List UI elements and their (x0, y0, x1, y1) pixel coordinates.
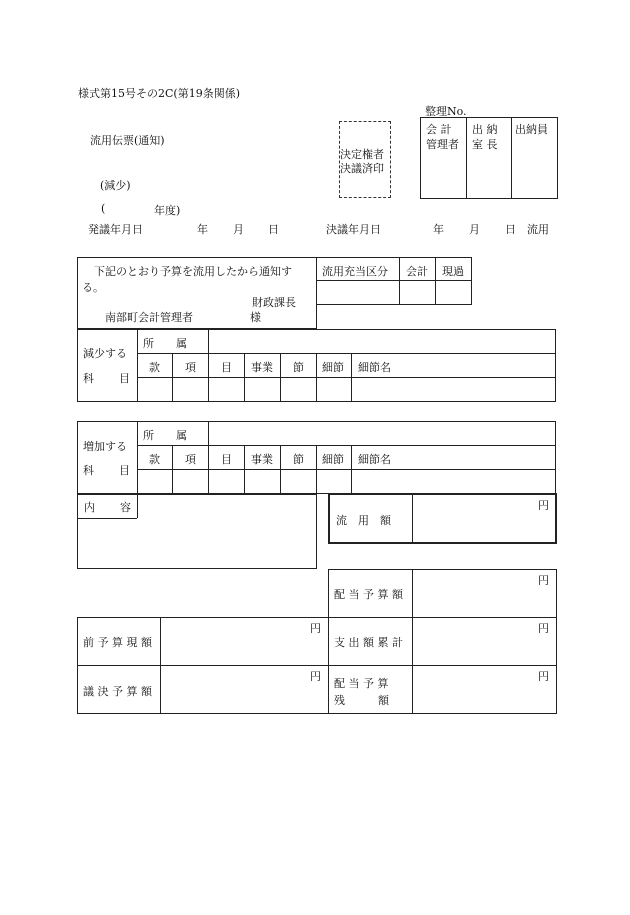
allocated-remaining-yen: 円 (538, 670, 549, 683)
allocated-remaining-line2: 残 額 (334, 694, 389, 707)
notice-text-line1: 下記のとおり予算を流用したから通知す (94, 265, 292, 278)
transfer-amount-yen: 円 (538, 499, 549, 512)
resolved-budget-yen: 円 (310, 670, 321, 683)
fiscal-year-open: ( (101, 202, 106, 215)
increase-affiliation: 所 属 (143, 429, 187, 442)
approval-accounting-line1: 会 計 (426, 123, 452, 136)
allocated-remaining-line1: 配 当 予 算 (334, 677, 389, 690)
decision-stamp-box (339, 121, 391, 198)
previous-budget-yen: 円 (310, 622, 321, 635)
decrease-col-saisetsu-name: 細節名 (358, 361, 391, 374)
issue-day: 日 (268, 223, 279, 236)
resolved-budget-label: 議 決 予 算 額 (83, 685, 152, 698)
decision-stamp-line1: 決定権者 (340, 148, 384, 161)
increase-col-saisetsu: 細節 (322, 453, 344, 466)
notice-text-line2: る。 (82, 281, 104, 294)
decision-day: 日 (505, 223, 516, 236)
decision-year: 年 (433, 223, 444, 236)
decrease-col-jigyo: 事業 (251, 361, 273, 374)
previous-budget-label: 前 予 算 現 額 (83, 636, 152, 649)
increase-col-jigyo: 事業 (251, 453, 273, 466)
allocated-budget-label: 配 当 予 算 額 (334, 588, 403, 601)
current-past-header: 現過 (442, 265, 464, 278)
increase-label-line1: 増加する (83, 440, 127, 453)
decision-date-label: 決議年月日 (326, 223, 381, 236)
increase-col-kou: 項 (185, 453, 196, 466)
approval-cashier-line1: 出 納 (472, 123, 498, 136)
increase-col-moku: 目 (221, 453, 232, 466)
transfer-amount-label: 流 用 額 (336, 514, 391, 527)
increase-col-kan: 款 (149, 453, 160, 466)
issue-month: 月 (233, 223, 244, 236)
decision-month: 月 (469, 223, 480, 236)
decrease-col-kou: 項 (185, 361, 196, 374)
expenditure-total-label: 支 出 額 累 計 (334, 636, 403, 649)
decrease-label-line1: 減少する (83, 347, 127, 360)
issue-year: 年 (197, 223, 208, 236)
account-header: 会計 (406, 265, 428, 278)
transfer-label: 流用 (527, 223, 549, 236)
category-header: 流用充当区分 (322, 265, 388, 278)
approval-cashier-line2: 室 長 (472, 138, 498, 151)
notice-recipient: 財政課長 (252, 296, 296, 309)
increase-col-setsu: 節 (293, 453, 304, 466)
decision-stamp-line2: 決議済印 (340, 162, 384, 175)
decrease-col-kan: 款 (149, 361, 160, 374)
notice-honorific: 様 (250, 311, 261, 324)
form-subtitle: (減少) (100, 179, 131, 192)
approval-accounting-line2: 管理者 (426, 138, 459, 151)
approval-cashier-staff: 出納員 (515, 123, 548, 136)
form-number: 様式第15号その2C(第19条関係) (78, 87, 240, 100)
content-label: 内 容 (84, 501, 138, 514)
decrease-col-saisetsu: 細節 (322, 361, 344, 374)
decrease-label-line2: 科 目 (83, 372, 137, 385)
seiri-no-label: 整理No. (425, 105, 467, 118)
notice-sender: 南部町会計管理者 (105, 311, 193, 324)
expenditure-total-yen: 円 (538, 622, 549, 635)
increase-label-line2: 科 目 (83, 464, 137, 477)
decrease-col-moku: 目 (221, 361, 232, 374)
form-title: 流用伝票(通知) (90, 134, 165, 147)
decrease-col-setsu: 節 (293, 361, 304, 374)
fiscal-year-label: 年度) (154, 204, 181, 217)
decrease-affiliation: 所 属 (143, 337, 187, 350)
increase-col-saisetsu-name: 細節名 (358, 453, 391, 466)
issue-date-label: 発議年月日 (88, 223, 143, 236)
allocated-budget-yen: 円 (538, 574, 549, 587)
